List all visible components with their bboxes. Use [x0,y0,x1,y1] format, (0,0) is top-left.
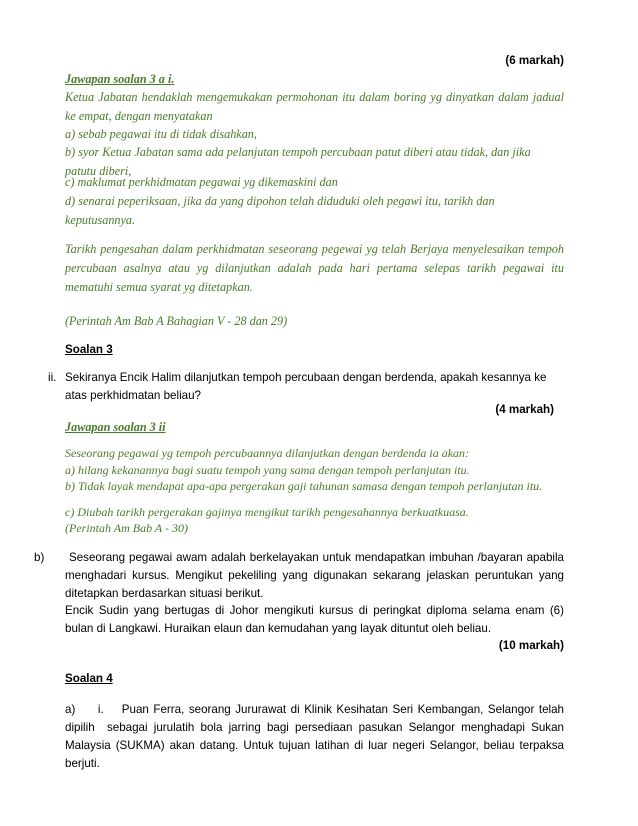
answer-paragraph: Ketua Jabatan hendaklah mengemukakan permohonan itu dalam boring yg dinyatkan dalam jadual ke empat, dengan menyatakan [65,90,564,123]
answer-list-item: a) hilang kekanannya bagi suatu tempoh yang sama dengan tempoh perlanjutan itu. [65,463,470,477]
answer-list-item: b) Tidak layak mendapat apa-apa pergerakan gaji tahunan samasa dengan tempoh perlanjutan itu. [65,479,543,493]
question-paragraph: a) i. Puan Ferra, seorang Jururawat di Klinik Kesihatan Seri Kembangan, Selangor telah dipilih sebagai jurulatih bola jarring bagi persediaan pasukan Selangor menghadapi Sukan Malaysia (SUKMA) akan datang. Untuk tujuan latihan di luar negeri Selangor, beliau terpaksa berjuti. [65,703,568,770]
marks-label: (4 markah) [495,403,554,416]
question-paragraph: Encik Sudin yang bertugas di Johor mengikuti kursus di peringkat diploma selama enam (6) bulan di Langkawi. Huraikan elaun dan kemudahan yang layak dituntut oleh beliau. [65,604,564,635]
reference-note: (Perintah Am Bab A Bahagian V - 28 dan 29) [65,314,288,328]
part-label: b) [34,551,45,564]
marks-label: (6 markah) [505,54,564,67]
section-heading: Soalan 3 [65,343,113,356]
answer-heading: Jawapan soalan 3 a i. [65,72,175,86]
question-number: ii. [48,371,57,384]
answer-paragraph: Tarikh pengesahan dalam perkhidmatan seseorang pegewai yg telah Berjaya menyelesaikan tempoh percubaan asalnya atau yg dilanjutkan adalah pada hari pertama selepas tarikh pegawai itu mematuhi semua syarat yg ditetapkan. [65,242,564,294]
answer-list-item: a) sebab pegawai itu di tidak disahkan, [65,127,257,141]
section-heading: Soalan 4 [65,672,113,685]
answer-list-item: c) Diubah tarikh pergerakan gajinya mengikut tarikh pengesahannya berkuatkuasa. [65,505,469,519]
answer-list-item: b) syor Ketua Jabatan sama ada pelanjutan tempoh percubaan patut diberi atau tidak, dan jika patutu diberi, [65,145,531,178]
answer-paragraph: Seseorang pegawai yg tempoh percubaannya dilanjutkan dengan berdenda ia akan: [65,446,470,460]
marks-label: (10 markah) [498,639,564,652]
answer-list-item: d) senarai peperiksaan, jika da yang dipohon telah diduduki oleh pegawi itu, tarikh dan keputusannya. [65,194,495,227]
answer-list-item: c) maklumat perkhidmatan pegawai yg dikemaskini dan [65,175,338,189]
question-text: Sekiranya Encik Halim dilanjutkan tempoh percubaan dengan berdenda, apakah kesannya ke atas perkhidmatan beliau? [65,371,547,402]
reference-note: (Perintah Am Bab A - 30) [65,521,188,535]
question-paragraph: Seseorang pegawai awam adalah berkelayakan untuk mendapatkan imbuhan /bayaran apabila menghadari kursus. Mengikut pekeliling yang digunakan sekarang jelaskan peruntukan yang ditetapkan berdasarkan situasi berikut. [65,551,564,600]
answer-heading: Jawapan soalan 3 ii [65,420,166,434]
